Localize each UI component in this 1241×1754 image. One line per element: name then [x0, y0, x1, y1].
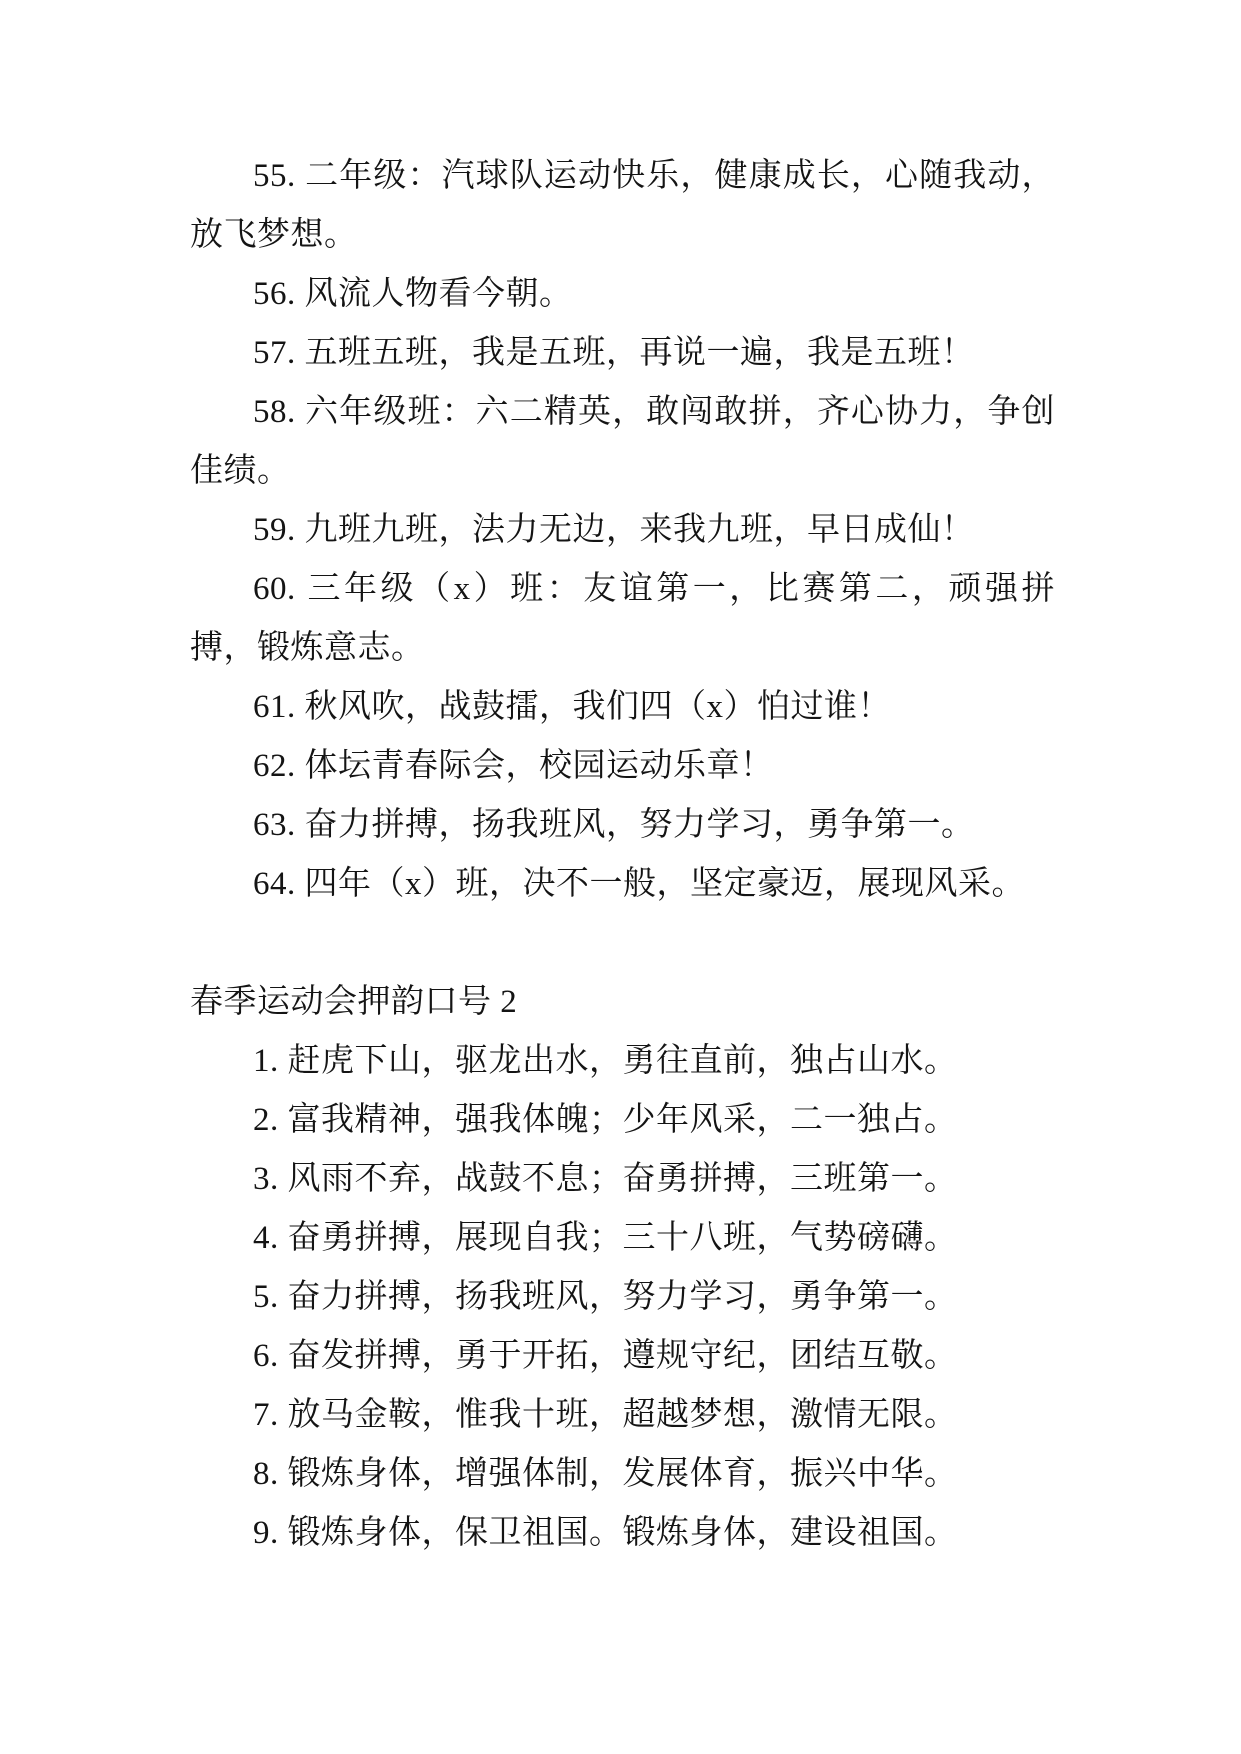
slogan-item: 55. 二年级：汽球队运动快乐，健康成长，心随我动，放飞梦想。 [190, 158, 1055, 253]
slogan-item: 3. 风雨不弃，战鼓不息；奋勇拼搏，三班第一。 [253, 1161, 958, 1197]
slogan-item: 1. 赶虎下山，驱龙出水，勇往直前，独占山水。 [253, 1043, 958, 1079]
slogan-item: 60. 三年级（x）班：友谊第一，比赛第二，顽强拼搏，锻炼意志。 [190, 571, 1055, 666]
slogan-item: 4. 奋勇拼搏，展现自我；三十八班，气势磅礴。 [253, 1220, 958, 1256]
slogan-item: 6. 奋发拼搏，勇于开拓，遵规守纪，团结互敬。 [253, 1338, 958, 1374]
slogan-item: 2. 富我精神，强我体魄；少年风采，二一独占。 [253, 1102, 958, 1138]
slogan-item: 7. 放马金鞍，惟我十班，超越梦想，激情无限。 [253, 1397, 958, 1433]
slogan-item: 61. 秋风吹，战鼓擂，我们四（x）怕过谁！ [253, 689, 891, 725]
slogan-item: 63. 奋力拼搏，扬我班风，努力学习，勇争第一。 [253, 807, 975, 843]
slogan-item: 8. 锻炼身体，增强体制，发展体育，振兴中华。 [253, 1456, 958, 1492]
slogan-item: 64. 四年（x）班，决不一般，坚定豪迈，展现风采。 [253, 866, 1025, 902]
slogan-item: 9. 锻炼身体，保卫祖国。锻炼身体，建设祖国。 [253, 1515, 958, 1551]
slogan-item: 59. 九班九班，法力无边，来我九班，早日成仙！ [253, 512, 975, 548]
section-heading: 春季运动会押韵口号 2 [190, 984, 518, 1020]
slogan-item: 62. 体坛青春际会，校园运动乐章！ [253, 748, 774, 784]
slogan-item: 56. 风流人物看今朝。 [253, 276, 573, 312]
slogan-item: 5. 奋力拼搏，扬我班风，努力学习，勇争第一。 [253, 1279, 958, 1315]
slogan-item: 57. 五班五班，我是五班，再说一遍，我是五班！ [253, 335, 975, 371]
slogan-item: 58. 六年级班：六二精英，敢闯敢拼，齐心协力，争创佳绩。 [190, 394, 1055, 489]
